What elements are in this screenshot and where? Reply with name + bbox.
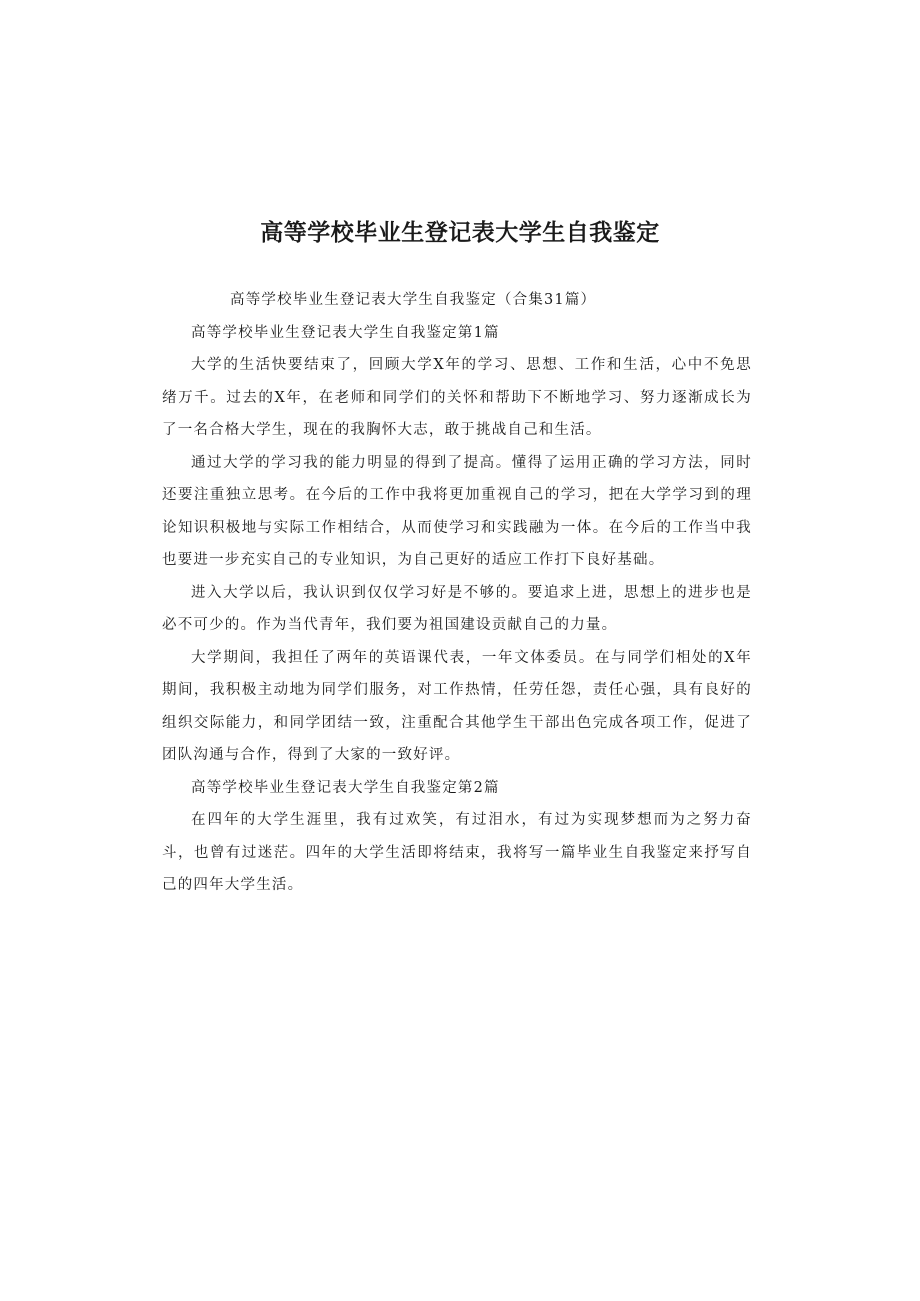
section-heading-2: 高等学校毕业生登记表大学生自我鉴定第2篇 xyxy=(191,779,500,796)
paragraph: 进入大学以后，我认识到仅仅学习好是不够的。要追求上进，思想上的进步也是必不可少的。作为当代青年，我们要为祖国建设贡献自己的力量。 xyxy=(162,584,752,633)
document-title: 高等学校毕业生登记表大学生自我鉴定 xyxy=(260,220,660,246)
paragraph: 通过大学的学习我的能力明显的得到了提高。懂得了运用正确的学习方法，同时还要注重独立思考。在今后的工作中我将更加重视自己的学习，把在大学学习到的理论知识积极地与实际工作相结合，从而使学习和实践融为一体。在今后的工作当中我也要进一步充实自己的专业知识，为自己更好的适应工作打下良好基础。 xyxy=(162,454,752,568)
paragraph: 大学的生活快要结束了，回顾大学X年的学习、思想、工作和生活，心中不免思绪万千。过去的X年，在老师和同学们的关怀和帮助下不断地学习、努力逐渐成长为了一名合格大学生，现在的我胸怀大志，敢于挑战自己和生活。 xyxy=(162,357,752,438)
document-body xyxy=(162,284,752,902)
document-subtitle: 高等学校毕业生登记表大学生自我鉴定（合集31篇） xyxy=(230,292,597,308)
section-heading-1: 高等学校毕业生登记表大学生自我鉴定第1篇 xyxy=(191,324,500,341)
paragraph: 在四年的大学生涯里，我有过欢笑，有过泪水，有过为实现梦想而为之努力奋斗，也曾有过迷茫。四年的大学生活即将结束，我将写一篇毕业生自我鉴定来抒写自己的四年大学生活。 xyxy=(162,812,752,893)
paragraph: 大学期间，我担任了两年的英语课代表，一年文体委员。在与同学们相处的X年期间，我积极主动地为同学们服务，对工作热情，任劳任怨，责任心强，具有良好的组织交际能力，和同学团结一致，注重配合其他学生干部出色完成各项工作，促进了团队沟通与合作，得到了大家的一致好评。 xyxy=(162,649,752,763)
